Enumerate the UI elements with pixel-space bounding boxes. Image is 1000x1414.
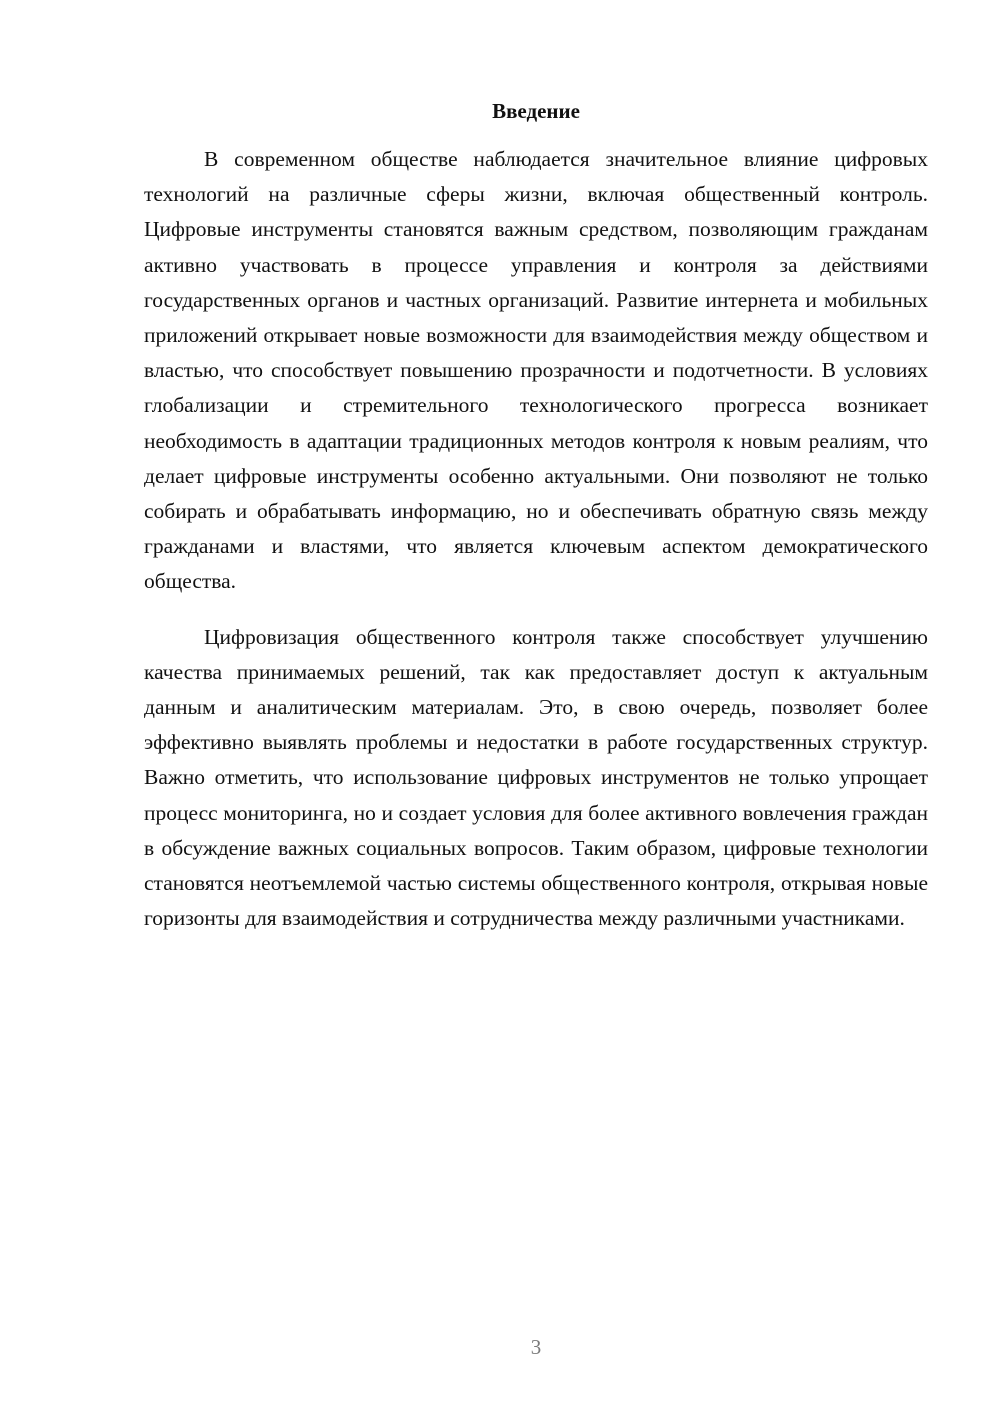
page-number: 3: [530, 1335, 542, 1359]
paragraph-2: Цифровизация общественного контроля также способствует улучшению качества принимаемых решений, так как предоставляет доступ к актуальным данным и аналитическим материалам. Это, в свою очередь, позволяет более эффективно выявлять проблемы и недостатки в работе государственных структур. Важно отметить, что использование цифровых инструментов не только упрощает процесс мониторинга, но и создает условия для более активного вовлечения граждан в обсуждение важных социальных вопросов. Таким образом, цифровые технологии становятся неотъемлемой частью системы общественного контроля, открывая новые горизонты для взаимодействия и сотрудничества между различными участниками.: [144, 624, 928, 931]
body-text: [144, 142, 928, 936]
section-heading: Введение: [492, 99, 580, 123]
paragraph-1: В современном обществе наблюдается значительное влияние цифровых технологий на различные сферы жизни, включая общественный контроль. Цифровые инструменты становятся важным средством, позволяющим гражданам активно участвовать в процессе управления и контроля за действиями государственных органов и частных организаций. Развитие интернета и мобильных приложений открывает новые возможности для взаимодействия между обществом и властью, что способствует повышению прозрачности и подотчетности. В условиях глобализации и стремительного технологического прогресса возникает необходимость в адаптации традиционных методов контроля к новым реалиям, что делает цифровые инструменты особенно актуальными. Они позволяют не только собирать и обрабатывать информацию, но и обеспечивать обратную связь между гражданами и властями, что является ключевым аспектом демократического общества.: [144, 147, 928, 594]
